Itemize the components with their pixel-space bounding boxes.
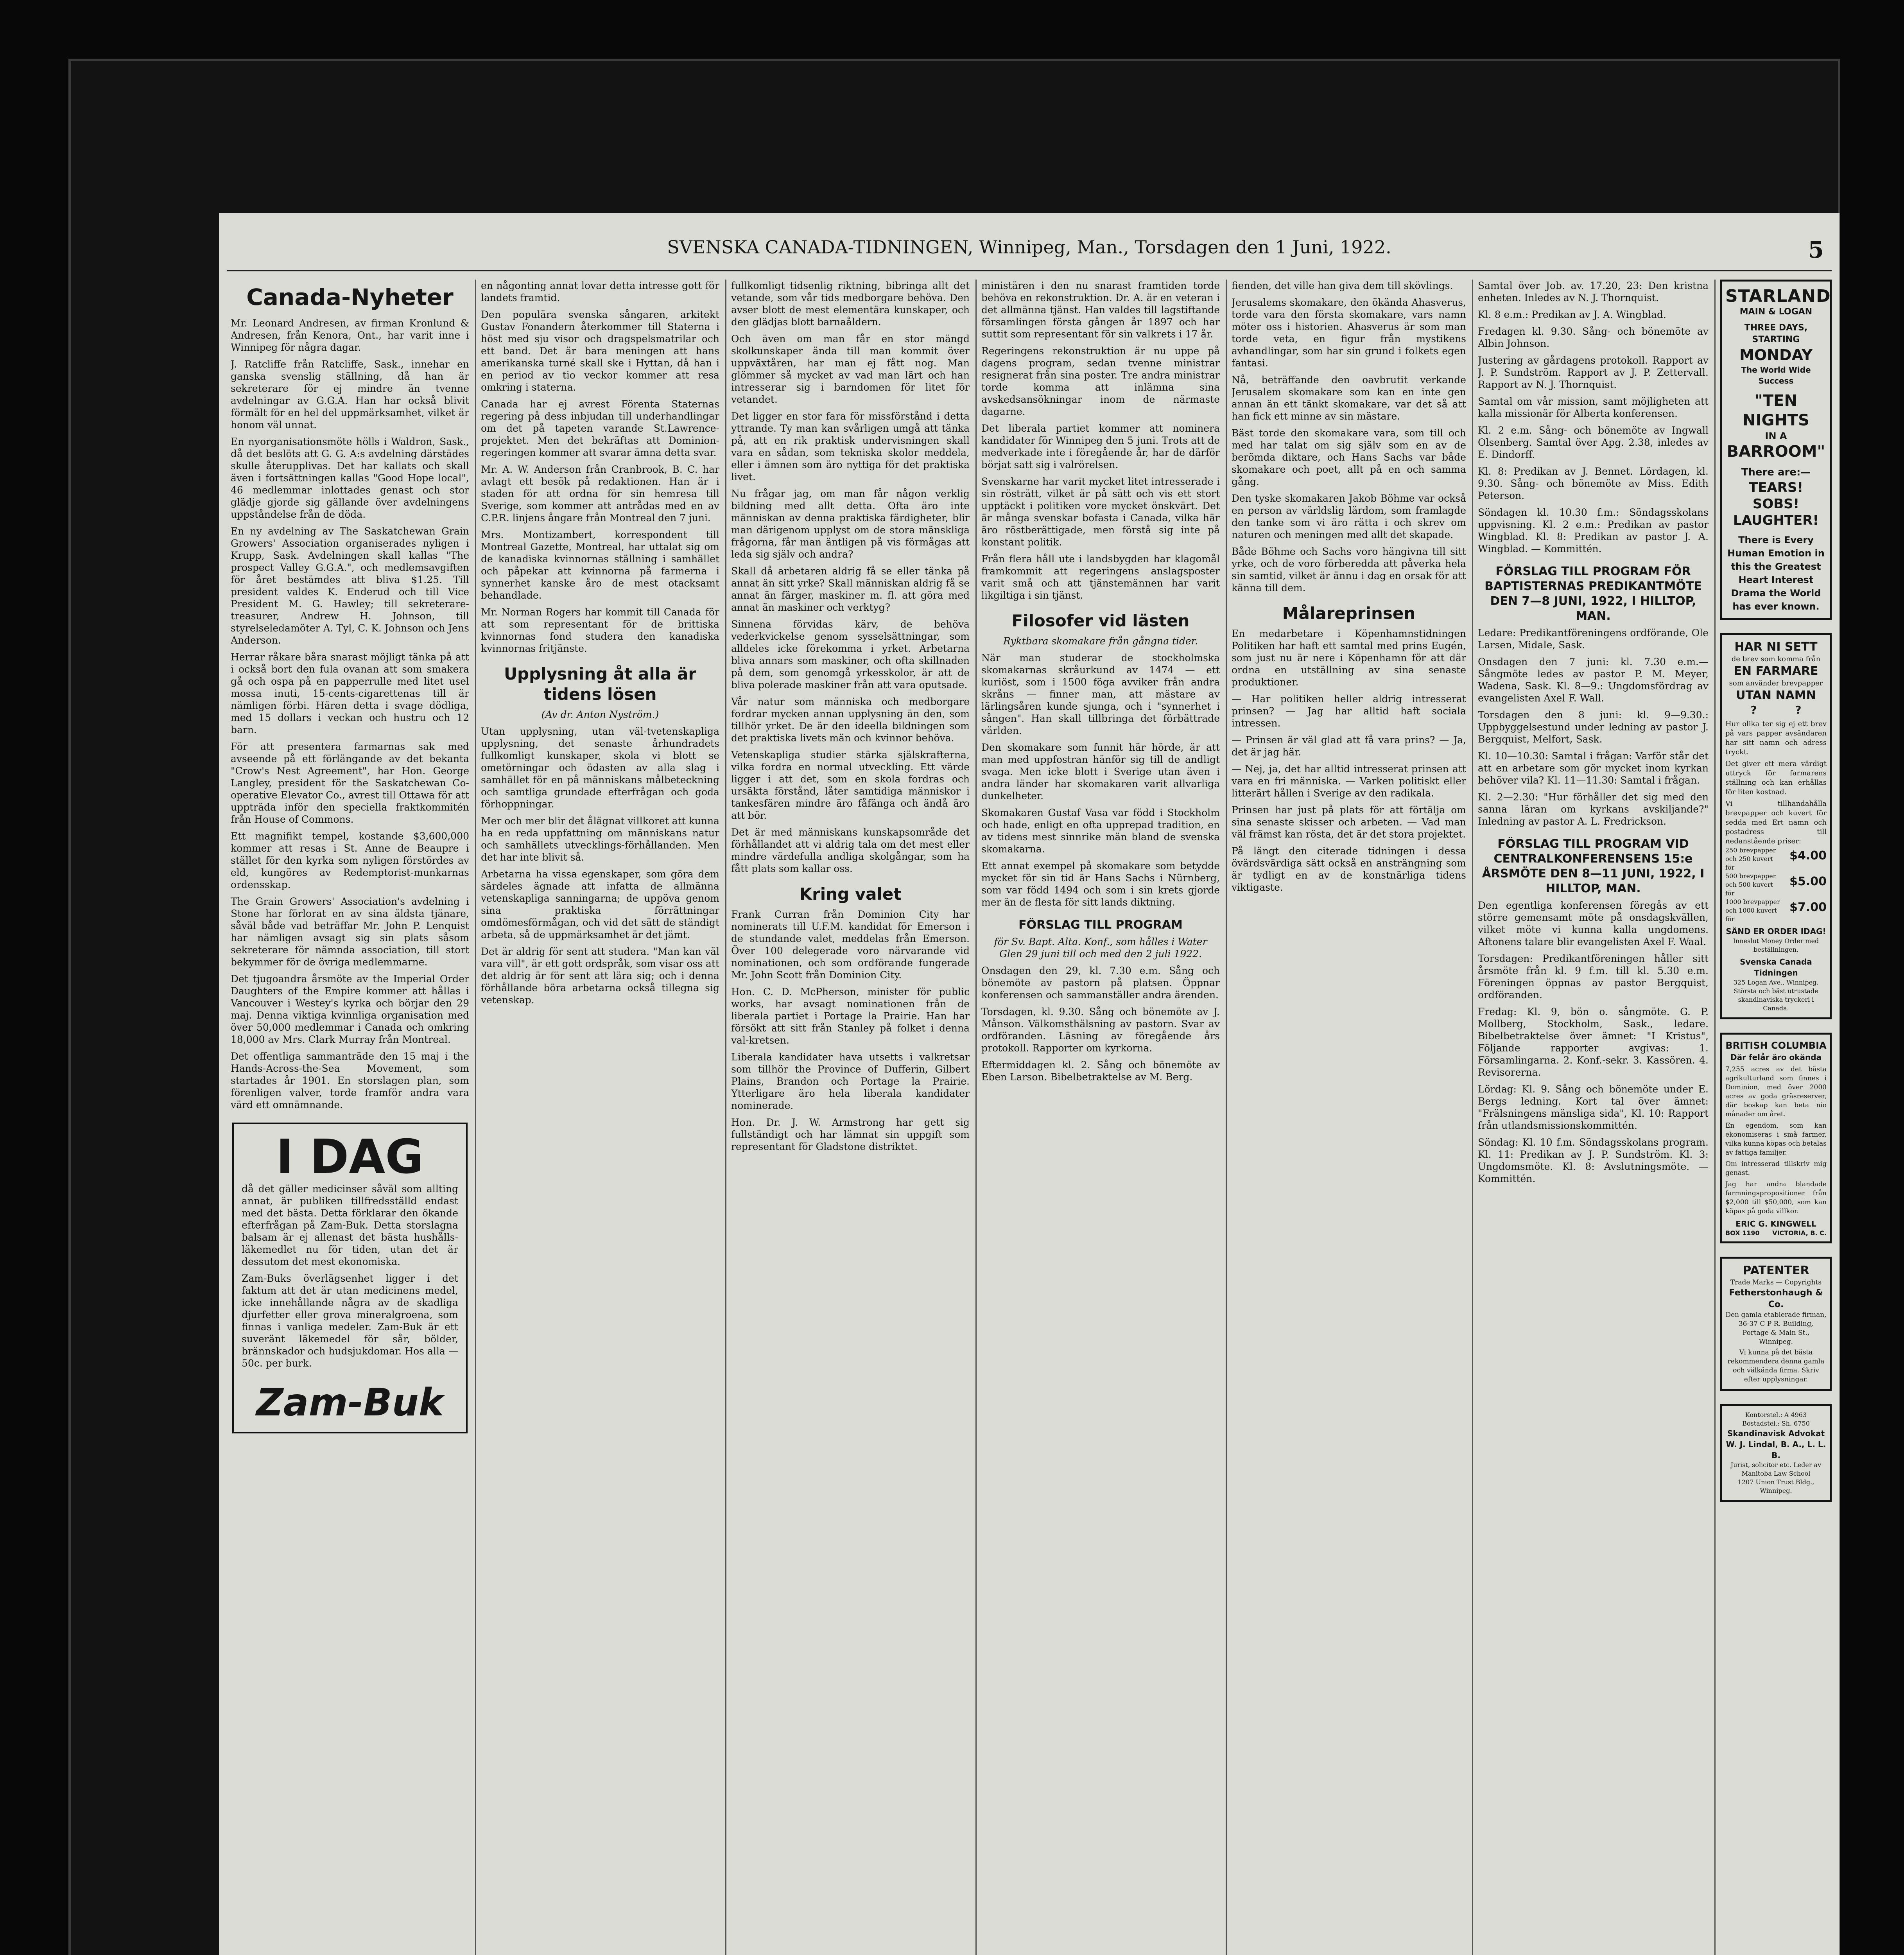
article-paragraph: Det är med människans kunskapsområde det förhållandet att vi aldrig tala om det mest eller mindre värdefulla andliga skolgångar, som ha fått plats som kallar oss.	[731, 827, 970, 874]
ad-line: HAR NI SETT	[1734, 640, 1818, 654]
ad-line: EN FARMARE	[1734, 664, 1818, 678]
article-paragraph: Mrs. Montizambert, korrespondent till Montreal Gazette, Montreal, har uttalat sig om de kanadiska kvinnornas ställning i samhället och påpekar att kvinnorna på farmerna i synnerhet kanske åro de mest otacksamt behandlade.	[481, 529, 719, 601]
column-3	[731, 280, 970, 1955]
page-number: 5	[1808, 237, 1824, 263]
article-paragraph: Sinnena förvidas kärv, de behöva vederkvickelse genom sysselsättningar, som alldeles icke förekomma i yrket. Arbetarna bliva annars som maskiner, och ofta skillnaden på dem, som genomgå yrkesskolor, är att de bliva polerade maskiner från att vara oputsade.	[731, 619, 970, 691]
article-paragraph: Hon. C. D. McPherson, minister för public works, har avsagt nominationen från de liberala partiet i Portage la Prairie. Han har försökt att sitt från Stanley på folket i denna val-kretsen.	[731, 986, 970, 1046]
column-5	[1232, 280, 1466, 1955]
article-paragraph: Söndagen kl. 10.30 f.m.: Söndagsskolans uppvisning. Kl. 2 e.m.: Predikan av pastor Wingblad. Kl. 8: Predikan av pastor J. A. Wingblad. — Kommittén.	[1478, 507, 1709, 554]
advert-text: då det gäller medicinser såväl som allting annat, är publiken tillfredsställd endast med det bästa. Detta förklarar den ökande efterfrågan på Zam-Buk. Detta storslagna balsam är ej allenast det bästa hushålls-läkemedlet nu för tiden, utan det är dessutom det mest ekonomiska.	[242, 1183, 458, 1267]
article-paragraph: Jerusalems skomakare, den ökända Ahasverus, torde vara den första skomakare, vars namn möter oss i historien. Ahasverus är som man torde veta, en figur från mystikens avhandlingar, som har sin grund i folkets egen fantasi.	[1232, 297, 1466, 369]
advertiser-address	[1725, 1229, 1827, 1237]
ads-column	[1720, 280, 1832, 1955]
column-divider	[725, 280, 726, 1955]
article-paragraph: En nyorganisationsmöte hölls i Waldron, Sask., då det beslöts att G. G. A:s avdelning därstädes skulle återupplivas. Det har kallats och skall även i fortsättningen kallas "Good Hope local", 46 medlemmar inlottades genast och stor glädje gjorde sig gällande över avdelningens uppståndelse från de döda.	[231, 436, 469, 520]
article-paragraph: Det tjugoandra årsmöte av the Imperial Order Daughters of the Empire kommer att hållas i Vancouver i Westey's kyrka och börjar den 29 maj. Denna viktiga kvinnliga organisation med över 50,000 medlemmar i Canada och omkring 18,000 av Mrs. Clark Murray från Montreal.	[231, 973, 469, 1045]
ad-tagline: There is Every Human Emotion in this the Greatest Heart Interest Drama the World has ever known.	[1727, 534, 1825, 612]
article-paragraph: Mr. Norman Rogers har kommit till Canada för att som representant för de brittiska kvinnornas fond studera den kanadiska kvinnornas fritjänste.	[481, 606, 719, 654]
article-paragraph: Kl. 2 e.m. Sång- och bönemöte av Ingwall Olsenberg. Samtal över Apg. 2.38, inledes av E. Dindorff.	[1478, 425, 1709, 460]
article-paragraph: På längt den citerade tidningen i dessa övärdsvärdiga sätt också en ansträngning som är tydligt en av de konstnärliga tidens viktigaste.	[1232, 845, 1466, 893]
section-heading: Canada-Nyheter	[246, 284, 454, 310]
article-paragraph: Liberala kandidater hava utsetts i valkretsar som tillhör the Province of Dufferin, Gilbert Plains, Brandon och Portage la Prairie. Ytterligare äro hela liberala kandidater nominerade.	[731, 1051, 970, 1111]
article-paragraph: Ett annat exempel på skomakare som betydde mycket för sin tid är Hans Sachs i Nürnberg, som var född 1494 och som i sin krets gjorde mer än de flesta för sitt lands diktning.	[981, 860, 1220, 908]
stationery-advert	[1720, 633, 1832, 1019]
article-paragraph: För att presentera farmarnas sak med avseende på ett förlängande av det bekanta "Crow's Nest Agreement", har Hon. George Langley, president för the Saskatchewan Co-operative Elevator Co., avrest till Ottawa för att uppträda inför den speciella fraktkommitén från House of Commons.	[231, 741, 469, 825]
article-paragraph: Ett magnifikt tempel, kostande $3,600,000 kommer att resas i St. Anne de Beaupre i stället för den kyrka som nyligen förstördes av eld, kungöres av Redemptorist-munkarnas ordensskap.	[231, 830, 469, 890]
article-paragraph: Skall då arbetaren aldrig få se eller tänka på annat än sitt yrke? Skall människan aldrig få se annat än färger, maskiner m. fl. att göra med annat än maskiner och verktyg?	[731, 565, 970, 613]
ad-line: SOBS!	[1752, 496, 1800, 512]
ad-subtitle: Skandinavisk Advokat	[1727, 1429, 1825, 1438]
publisher-name: Svenska Canada Tidningen	[1740, 957, 1812, 978]
column-divider	[1226, 280, 1227, 1955]
article-paragraph: En medarbetare i Köpenhamnstidningen Politiken har haft ett samtal med prins Eugén, som just nu är nere i Köpenhamn för att där ordna en utställning av sina senaste produktioner.	[1232, 628, 1466, 688]
ad-line: LAUGHTER!	[1733, 513, 1819, 528]
article-paragraph: Kl. 8 e.m.: Predikan av J. A. Wingblad.	[1478, 309, 1666, 320]
starland-advert	[1720, 280, 1832, 620]
price-row	[1725, 898, 1827, 924]
article-paragraph: Torsdagen den 8 juni: kl. 9—9.30.: Uppbyggelsestund under ledning av pastor J. Bergquist, Melfort, Sask.	[1478, 709, 1709, 745]
article-paragraph: Svenskarne har varit mycket litet intresserade i sin rösträtt, vilket är på sätt och vis ett stort upptäckt i politiken vore mycket önskvärt. Det är många svenskar bofasta i Canada, vilka här äro röstberättigade, men förstå sig inte på konstant politik.	[981, 476, 1220, 548]
ad-text: Den gamla etablerade firman, 36-37 C P R. Building, Portage & Main St., Winnipeg.	[1725, 1311, 1827, 1346]
price-row	[1725, 872, 1827, 898]
publisher-address: 325 Logan Ave., Winnipeg.	[1733, 979, 1819, 986]
article-paragraph: Mr. A. W. Anderson från Cranbrook, B. C. har avlagt ett besök på redaktionen. Han är i staden för att ordna för sin hemresa till Sverige, som kommer att antrådas med en av C.P.R. linjens ångare från Montreal den 7 juni.	[481, 464, 719, 524]
article-paragraph: ministären i den nu snarast framtiden torde behöva en rekonstruktion. Dr. A. är en veteran i det allmänna tjänst. Han valdes till lagstiftande församlingen första gången år 1897 och har suttit som representant för sin valkrets i 17 år.	[981, 280, 1220, 340]
advert-text: Zam-Buks överlägsenhet ligger i det faktum att det är utan medicinens medel, icke innehållande några av de skadliga djurfetter eller grova mineralgroena, som finnas i vanliga medeler. Zam-Buk är ett suveränt läkemedel för sår, bölder, brännskador och hudsjukdomar. Hos alla — 50c. per burk.	[242, 1273, 458, 1369]
ad-line: TEARS!	[1749, 480, 1803, 495]
article-paragraph: Prinsen har just på plats för att förtälja om sina senaste skisser och arbeten. — Vad man väl främst kan rösta, det är det stora projektet.	[1232, 804, 1466, 840]
price-value: $7.00	[1789, 900, 1827, 914]
article-paragraph: Från flera håll ute i landsbygden har klagomål framkommit att regeringens anslagsposter varit små och att tjänstemännen har varit likgiltiga i sin tjänst.	[981, 553, 1220, 601]
price-value: $4.00	[1789, 849, 1827, 863]
price-label: 1000 brevpapper och 1000 kuvert för	[1725, 898, 1780, 923]
zam-buk-logo: Zam-Buk	[256, 1381, 444, 1424]
ad-line: som använder brevpapper	[1729, 679, 1823, 687]
article-paragraph: Fredag: Kl. 9, bön o. sångmöte. G. P. Mollberg, Stockholm, Sask., ledare. Bibelbetraktelse över ämnet: "I Kristus", Följande rapporter avgivas: 1. Församlingarna. 2. Konf.-sekr. 3. Kassören. 4. Revisorerna.	[1478, 1006, 1709, 1078]
article-paragraph: Den tyske skomakaren Jakob Böhme var också en person av världslig lärdom, som framlagde den tanke som vi äro rätta i och skrev om naturen och meningen med allt det skapade.	[1232, 493, 1466, 540]
article-paragraph: Hon. Dr. J. W. Armstrong har gett sig fullständigt och har lämnat sin uppgift som representant för Gladstone distriktet.	[731, 1117, 970, 1152]
article-heading: Kring valet	[799, 884, 902, 904]
film-title: "TEN NIGHTS	[1743, 392, 1809, 429]
article-paragraph: Och även om man får en stor mängd skolkunskaper ända till man kommit över uppväxtåren, har man ej fått nog. Man glömmer så mycket av vad man lärt och han intresserar sig i barndomen för litet för vetandet.	[731, 333, 970, 405]
ad-text: 7,255 acres av det bästa agrikulturland som finnes i Dominion, med över 2000 acres av goda gräsreserver, där boskap kan beta nio månader om året.	[1725, 1065, 1827, 1118]
price-label: 250 brevpapper och 250 kuvert för	[1725, 847, 1776, 871]
ad-text: Största och bäst utrustade skandinaviska tryckeri i Canada.	[1734, 987, 1818, 1012]
masthead	[219, 237, 1839, 268]
article-paragraph: Torsdagen, kl. 9.30. Sång och bönemöte av J. Månson. Välkomsthälsning av pastorn. Svar av ordföranden. Läsning av föregående års protokoll. Rapporter om kyrkorna.	[981, 1006, 1220, 1054]
patent-advert	[1720, 1257, 1832, 1391]
column-divider	[475, 280, 476, 1955]
article-paragraph: Vetenskapliga studier stärka själskrafterna, vilka fordra en normal utveckling. Ett värde ligger i att det, som en skola fordras och ursäkta förstånd, låter samtidiga människor i tankesfären mindre äro fåfänga och ändå äro att bör.	[731, 749, 970, 821]
column-divider	[975, 280, 977, 1955]
ad-text: Jag har andra blandade farmningspropositioner från $2,000 till $50,000, som kan köpas på goda villkor.	[1725, 1180, 1827, 1215]
program-heading: FÖRSLAG TILL PROGRAM FÖR BAPTISTERNAS PREDIKANTMÖTE DEN 7—8 JUNI, 1922, I HILLTOP, MAN.	[1484, 565, 1702, 623]
article-paragraph: en någonting annat lovar detta intresse gott för landets framtid.	[481, 280, 719, 303]
byline: (Av dr. Anton Nyström.)	[541, 709, 659, 720]
article-paragraph: — Prinsen är väl glad att få vara prins? — Ja, det är jag här.	[1232, 734, 1466, 758]
program-heading: FÖRSLAG TILL PROGRAM	[1018, 918, 1183, 932]
article-paragraph: Herrar råkare båra snarast möjligt tänka på att i också bort den fula ovanan att som smakera gå och ospa på en papperrulle med litet usel mossa inuti, 15-cents-cigarettenas till är nämligen förbi. Hären detta i svage dödliga, med 15 dollars i veckan och hustru och 12 barn.	[231, 651, 469, 735]
article-paragraph: Den skomakare som funnit här hörde, är att man med uppfostran hänför sig till de andligt svaga. Men icke blott i Sverige utan även i andra länder har skomakaren varit allvarliga dunkelheter.	[981, 742, 1220, 802]
office-phone: Kontorstel.: A 4963	[1745, 1411, 1807, 1419]
ad-line: UTAN NAMN	[1736, 689, 1816, 702]
box-number: BOX 1190	[1725, 1229, 1760, 1237]
city: VICTORIA, B. C.	[1772, 1229, 1827, 1237]
article-paragraph: Kl. 10—10.30: Samtal i frågan: Varför står det att en arbetare som gör mycket inom kyrkan behöver vila? Kl. 11—11.30: Samtal i frågan.	[1478, 750, 1709, 786]
ad-text: Vi kunna på det bästa rekommendera denna gamla och välkända firma. Skriv efter upplysningar.	[1727, 1349, 1825, 1383]
ad-text: Hur olika ter sig ej ett brev på vars papper avsändaren har sitt namn och adress tryckt.	[1725, 720, 1827, 756]
article-paragraph: Nå, beträffande den oavbrutit verkande Jerusalem skomakare som kan en inte gen annan än ett tänkt skomakare, var det så att han fick ett minne av sin mästare.	[1232, 374, 1466, 422]
article-paragraph: Ledare: Predikantföreningens ordförande, Ole Larsen, Midale, Sask.	[1478, 627, 1709, 651]
article-paragraph: Utan upplysning, utan väl-tvetenskapliga upplysning, det senaste århundradets fullkomligt kunskaper, skola vi blott se ometörningar och ödasten av alla slag i samhället för en på människans målbeteckning och samtliga grundade efterfrågan och goda förhoppningar.	[481, 726, 719, 810]
article-paragraph: Eftermiddagen kl. 2. Sång och bönemöte av Eben Larson. Bibelbetraktelse av M. Berg.	[981, 1059, 1220, 1083]
article-heading: Upplysning åt alla är tidens lösen	[504, 664, 697, 704]
article-paragraph: fullkomligt tidsenlig riktning, bibringa allt det vetande, som vår tids medborgare behöva. Den avser blott de mest elementära kunskaper, och den glädjas blott barnaåldern.	[731, 280, 970, 328]
ad-line: THREE DAYS, STARTING	[1744, 323, 1808, 344]
column-1	[231, 280, 469, 1955]
article-paragraph: Onsdagen den 29, kl. 7.30 e.m. Sång och bönemöte av pastorn på platsen. Öppnar konferensen och sammanställer andra ärenden.	[981, 965, 1220, 1001]
article-paragraph: En ny avdelning av The Saskatchewan Grain Growers' Association organiserades nyligen i Krupp, Sask. Avdelningen skall kallas "The prospect Valley G.G.A.", och medlemsavgiften för året bestämdes att bliva $1.25. Till president valdes K. Enderud och till Vice President M. G. Hawley; till sekreterare-treasurer, Andrew H. Johnson, till styrelseledamöter A. Tyl, C. K. Johnson och Jens Anderson.	[231, 526, 469, 646]
column-divider	[1714, 280, 1716, 1955]
article-paragraph: Kl. 2—2.30: "Hur förhåller det sig med den sanna läran om kyrkans avskiljande?" Inledning av pastor A. L. Fredrickson.	[1478, 791, 1709, 827]
ad-line: The World Wide Success	[1741, 365, 1811, 386]
article-paragraph: Regeringens rekonstruktion är nu uppe på dagens program, sedan tvenne ministrar resignerat från sina poster. Tre andra ministrar torde komma att inlämna sina avskedsansökningar inom de närmaste dagarne.	[981, 345, 1220, 417]
article-paragraph: Samtal över Job. av. 17.20, 23: Den kristna enheten. Inledes av N. J. Thornquist.	[1478, 280, 1709, 303]
article-paragraph: Bäst torde den skomakare vara, som till och med har talat om sig själv som en av de berömda diktare, och Hans Sachs var både skomakare och poet, allt på en och samma gång.	[1232, 427, 1466, 487]
article-paragraph: Frank Curran från Dominion City har nominerats till U.F.M. kandidat för Emerson i de stundande valet, meddelas från Emerson. Över 100 delegerade voro närvarande vid nominationen, och som ordförande fungerade Mr. John Scott från Dominion City.	[731, 909, 970, 981]
ad-text: Vi tillhandahålla brevpapper och kuvert för sedda med Ert namn och postadress till nedanstående priser:	[1725, 800, 1827, 845]
article-paragraph: Skomakaren Gustaf Vasa var född i Stockholm och hade, enligt en ofta upprepad tradition, en av tidens mest sinnrike män bland de svenska skomakarna.	[981, 807, 1220, 855]
ad-line: de brev som komma från	[1731, 655, 1821, 663]
article-paragraph: Mr. Leonard Andresen, av firman Kronlund & Andresen, från Kenora, Ont., har varit inne i Winnipeg för några dagar.	[231, 317, 469, 353]
column-6	[1478, 280, 1709, 1955]
lawyer-address: 1207 Union Trust Bldg., Winnipeg.	[1737, 1478, 1814, 1494]
article-paragraph: Det offentliga sammanträde den 15 maj i the Hands-Across-the-Sea Movement, som startades år 1901. En storslagen plan, som förenligen valver, torde framför andra vara värd ett omnämnande.	[231, 1051, 469, 1110]
article-paragraph: Det ligger en stor fara för missförstånd i detta yttrande. Ty man kan svårligen umgå att tänka på, att en rik praktisk undervisningen skall vara en sådan, som tekniska skolor meddela, eller i ämnen som äro nyttiga för det praktiska livet.	[731, 411, 970, 482]
article-heading: Filosofer vid lästen	[1011, 611, 1190, 630]
ad-line: MONDAY	[1739, 346, 1813, 364]
subheading: Ryktbara skomakare från gångna tider.	[1003, 635, 1198, 647]
ad-text: Om intresserad tillskriv mig genast.	[1725, 1160, 1827, 1177]
lawyer-name: W. J. Lindal, B. A., L. L. B.	[1726, 1440, 1826, 1460]
ad-title: BRITISH COLUMBIA	[1725, 1040, 1827, 1051]
article-paragraph: När man studerar de stockholmska skomakarnas skråurkund av 1474 — ett kuriöst, som i 1500 föga avviker från andra skråns — finner man, att mästare av lärlingsåren kunde sjunga, och i "synnerhet i sången". Han skall tillbringa det förbättrade världen.	[981, 652, 1220, 736]
article-paragraph: Mer och mer blir det ålägnat villkoret att kunna ha en reda uppfattning om människans natur och samhällets utvecklings-förhållanden. Men det har inte blivit så.	[481, 815, 719, 863]
article-paragraph: — Nej, ja, det har alltid intresserat prinsen att vara en fri människa. — Varken politiskt eller litterärt hållen i Sverige av den radikala.	[1232, 763, 1466, 799]
advertiser-name: ERIC G. KINGWELL	[1735, 1219, 1816, 1229]
firm-name: Fetherstonhaugh & Co.	[1729, 1288, 1823, 1309]
home-phone: Bostadstel.: Sh. 6750	[1742, 1420, 1810, 1427]
article-paragraph: Den populära svenska sångaren, arkitekt Gustav Fonandern återkommer till Staterna i höst med sju visor och dragspelsmatrilar och ett band. Det är bara meningen att hans amerikanska turné skall ske i Hyttan, då han i en period av tio veckor kommer att resa omkring i staterna.	[481, 309, 719, 393]
column-divider	[1472, 280, 1473, 1955]
article-paragraph: Torsdagen: Predikantföreningen håller sitt årsmöte från kl. 9 f.m. till kl. 5.30 e.m. Föreningen öppnas av pastor Bergquist, ordföranden.	[1478, 953, 1709, 1001]
newspaper-page	[219, 213, 1839, 1955]
article-paragraph: Kl. 8: Predikan av J. Bennet. Lördagen, kl. 9.30. Sång- och bönemöte av Miss. Edith Peterson.	[1478, 466, 1709, 501]
column-2	[481, 280, 719, 1955]
article-paragraph: fienden, det ville han giva dem till skövlings.	[1232, 280, 1453, 291]
article-paragraph: — Har politiken heller aldrig intresserat prinsen? — Jag har alltid haft sociala intressen.	[1232, 693, 1466, 729]
theatre-name: STARLAND	[1725, 286, 1831, 306]
article-paragraph: J. Ratcliffe från Ratcliffe, Sask., innehar en ganska svenslig ställning, då han är sekreterare för ej mindre än tvenne avdelningar av G.G.A. Han har också blivit förmält för en hel del uppmärksamhet, vilket är honom väl unnat.	[231, 359, 469, 430]
ad-subtitle: Trade Marks — Copyrights	[1730, 1279, 1822, 1286]
ad-text: Inneslut Money Order med beställningen.	[1733, 937, 1819, 953]
ad-subtitle: Där felår äro okända	[1730, 1053, 1822, 1062]
ad-title: PATENTER	[1743, 1264, 1809, 1277]
article-paragraph: Vår natur som människa och medborgare fordrar mycken annan upplysning än den, som tillhör yrket. De är den ideella bildningen som det praktiska livets män och kvinnor behöva.	[731, 696, 970, 744]
article-paragraph: Nu frågar jag, om man får någon verklig bildning med allt detta. Ofta äro inte människan av denna praktiska färdigheter, blir man därigenom upplyst om de stora mänskliga frågorna, får man äntligen på vis förmågas att leda sig själv och andra?	[731, 488, 970, 560]
idag-heading: I DAG	[276, 1130, 424, 1184]
article-paragraph: The Grain Growers' Association's avdelning i Stone har förlorat en av sina äldsta tjänare, såväl både vad beträffar Mr. John P. Lenquist har nämligen avsagt sig sin plats såsom sekreterare för nämnda association, till stort bekymmer för de övriga medlemmarne.	[231, 896, 469, 968]
article-paragraph: Justering av gårdagens protokoll. Rapport av J. P. Sundström. Rapport av J. P. Zettervall. Rapport av N. J. Thornquist.	[1478, 355, 1709, 390]
program-heading: FÖRSLAG TILL PROGRAM VID CENTRALKONFERENSENS 15:e ÅRSMÖTE DEN 8—11 JUNI, 1922, I HILLTOP, MAN.	[1482, 837, 1705, 895]
film-title: BARROOM"	[1727, 443, 1825, 461]
article-paragraph: Lördag: Kl. 9. Sång och bönemöte under E. Bergs ledning. Kort tal över ämnet: "Frälsningens mänsliga sida", Kl. 10: Rapport från utlandsmissionskommittén.	[1478, 1083, 1709, 1131]
order-cta: SÄND ER ORDER IDAG!	[1726, 927, 1826, 936]
price-value: $5.00	[1789, 875, 1827, 888]
ad-text: Det giver ett mera värdigt uttryck för farmarens ställning och kan erhållas för liten kostnad.	[1725, 760, 1827, 796]
article-paragraph: Canada har ej avrest Förenta Staternas regering på dess inbjudan till underhandlingar om det på tapeten varande St.Lawrence-projektet. Men det bekräftas att Dominion-regeringen kommer att svarar ämna detta svar.	[481, 398, 719, 458]
running-title: SVENSKA CANADA-TIDNINGEN, Winnipeg, Man., Torsdagen den 1 Juni, 1922.	[667, 237, 1391, 258]
lawyer-advert	[1720, 1404, 1832, 1502]
article-paragraph: Den egentliga konferensen föregås av ett större gemensamt möte på onsdagskvällen, vilket möte vi kunna kalla ungdomens. Aftonens talare blir evangelisten Axel F. Waal.	[1478, 900, 1709, 947]
article-paragraph: Det liberala partiet kommer att nominera kandidater för Winnipeg den 5 juni. Trots att de medverkade inte i föregående år, har de därför börjat satt sig i valrörelsen.	[981, 423, 1220, 470]
question-marks: ? ?	[1750, 703, 1802, 716]
theatre-address: MAIN & LOGAN	[1739, 307, 1813, 317]
land-advert	[1720, 1033, 1832, 1243]
article-paragraph: Samtal om vår mission, samt möjligheten att kalla missionär för Alberta konferensen.	[1478, 396, 1709, 419]
article-paragraph: Söndag: Kl. 10 f.m. Söndagsskolans program. Kl. 11: Predikan av J. P. Sundström. Kl. 3: Ungdomsmöte. Kl. 8: Avslutningsmöte. — Kommittén.	[1478, 1137, 1709, 1184]
ad-line: There are:—	[1741, 466, 1811, 478]
article-paragraph: Fredagen kl. 9.30. Sång- och bönemöte av Albin Johnson.	[1478, 326, 1709, 349]
ad-text: Jurist, solicitor etc. Leder av Manitoba Law School	[1730, 1461, 1822, 1477]
article-paragraph: Onsdagen den 7 juni: kl. 7.30 e.m.— Sångmöte ledes av pastor P. M. Meyer, Wadena, Sask. Kl. 8—9.: Ungdomsfördrag av evangelisten Axel F. Wall.	[1478, 656, 1709, 704]
price-row	[1725, 846, 1827, 872]
article-heading: Målareprinsen	[1282, 604, 1416, 623]
header-rule	[227, 270, 1832, 271]
article-paragraph: Arbetarna ha vissa egenskaper, som göra dem särdeles ägnade att infatta de allmänna vetenskapliga sanningarna; de uppöva genom sina praktiska förrättningar omdömesförmågan, och vid det sätt de ständigt arbeta, så de uppmärksamhet är det jämt.	[481, 868, 719, 940]
article-paragraph: Det är aldrig för sent att studera. "Man kan väl vara vill", är ett gott ordspråk, som visar oss att det aldrig är för sent att lära sig; och i denna förhållande böra arbetarna också tillegna sig vetenskap.	[481, 946, 719, 1006]
column-4	[981, 280, 1220, 1955]
article-paragraph: Både Böhme och Sachs voro hängivna till sitt yrke, och de voro förberedda att påverka hela sin samtid, vilket är ännu i dag en orsak för att känna till dem.	[1232, 546, 1466, 594]
film-title: IN A	[1765, 430, 1787, 441]
zam-buk-advert	[232, 1123, 468, 1433]
price-label: 500 brevpapper och 500 kuvert för	[1725, 872, 1776, 897]
ad-text: En egendom, som kan ekonomiseras i små farmer, vilka kunna köpas och betalas av fattiga familjer.	[1725, 1122, 1827, 1157]
subheading: för Sv. Bapt. Alta. Konf., som hålles i Water Glen 29 juni till och med den 2 juli 1922.	[994, 936, 1207, 960]
